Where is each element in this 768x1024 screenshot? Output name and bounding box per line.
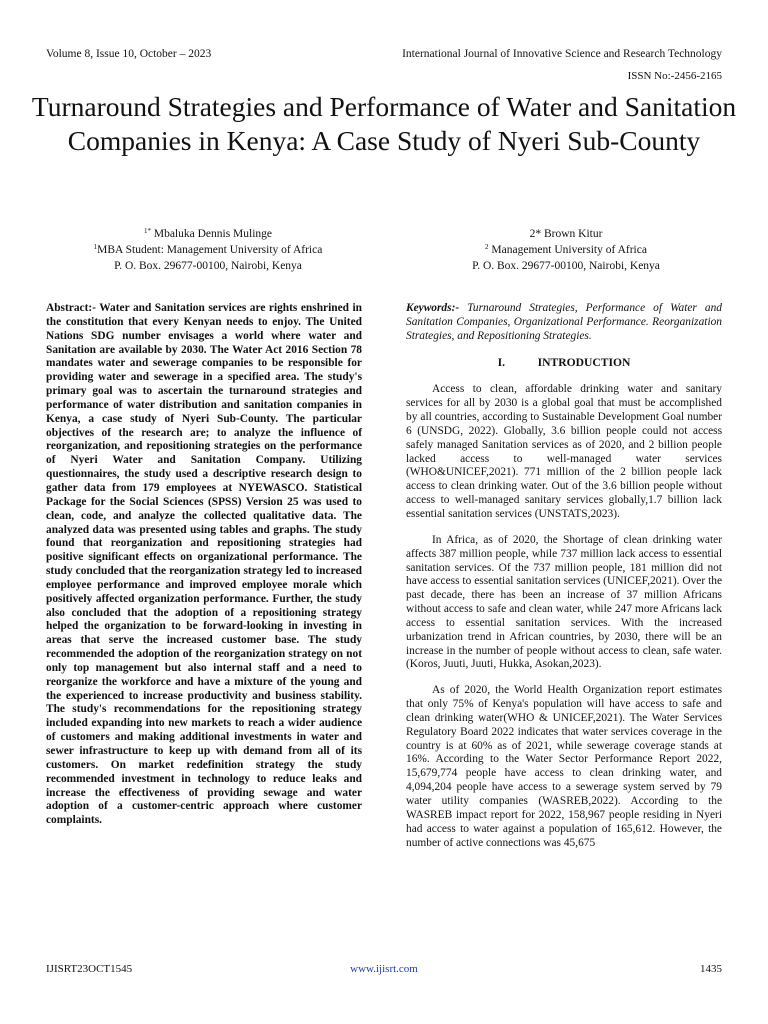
paragraph: Access to clean, affordable drinking water and sanitary services for all by 2030 is a global goal that must be accomplished by all countries, according to Sustainable Development Goal number 6 (UNSDG, 2022). Globally, 3.6 billion people could not access safely managed Sanitation services as of 2020, and 2 billion people lacked access to well-managed water services (WHO&UNICEF,2021). 771 million of the 2 billion people lack access to clean drinking water. Out of the 3.6 billion people without access to well-managed sanitary services globally,1.7 billion lack essential sanitation services (UNSTATS,2023).: [406, 383, 722, 520]
section-title: INTRODUCTION: [537, 355, 631, 369]
author-affiliation: MBA Student: Management University of Africa: [97, 244, 323, 256]
author-address: P. O. Box. 29677-00100, Nairobi, Kenya: [114, 260, 302, 272]
keywords: [406, 302, 722, 344]
page-number: 1435: [700, 963, 722, 975]
paper-title: Turnaround Strategies and Performance of Water and Sanitation Companies in Kenya: A Case Study of Nyeri Sub-County: [31, 91, 737, 156]
journal-name: International Journal of Innovative Science and Research Technology: [402, 48, 722, 60]
author-marker: 1*: [143, 227, 151, 235]
author-affiliation: Management University of Africa: [491, 244, 647, 256]
author-name: Mbaluka Dennis Mulinge: [153, 228, 273, 240]
section-number: I.: [497, 355, 506, 369]
author-name-line: 2* Brown Kitur: [529, 228, 603, 240]
right-column: [406, 302, 722, 862]
author-address: P. O. Box. 29677-00100, Nairobi, Kenya: [472, 260, 660, 272]
author-name-line: [58, 226, 358, 242]
abstract: Abstract:- Water and Sanitation services are rights enshrined in the constitution that every Kenyan needs to enjoy. The United Nations SDG number envisages a world where water and Sanitation are available by 2030. The Water Act 2016 Section 78 mandates water and sewerage companies to be responsible for providing water and sewerage in a specified area. The study's primary goal was to ascertain the turnaround strategies and performance of water distribution and sanitation companies in Kenya, a case study of Nyeri Sub-County. The particular objectives of the research are; to analyze the influence of reorganization, and repositioning strategies on the performance of Nyeri Water and Sanitation Company. Utilizing questionnaires, the study used a descriptive research design to gather data from 179 employees at NYEWASCO. Statistical Package for the Social Sciences (SPSS) Version 25 was used to clean, code, and analyze the collected qualitative data. The analyzed data was presented using tables and graphs. The study found that reorganization and repositioning strategies had positive significant effects on organizational performance. The study concluded that the reorganization strategy led to increased employee performance and improved employee morale which positively affected organization performance. Further, the study also concluded that the adoption of a repositioning strategy helped the organization to be forward-looking in investing in areas that serve the increased customer base. The study recommended the adoption of the reorganization strategy on not only top management but also internal staff and a need to reorganize the workforce and have a mixture of the young and the experienced to increase productivity and business stability. The study's recommendations for the repositioning strategy included expanding into new markets to reach a wider audience of customers and making additional investments in water and sewer infrastructure to keep up with demand from all of its customers. On market redefinition strategy the study recommended investment in technology to reduce leaks and increase the effectiveness of providing sewage and water adoption of a customer-centric approach where customer complaints.: [46, 302, 362, 827]
affiliation-marker: 2: [485, 243, 489, 251]
section-heading: [406, 356, 722, 370]
volume-info: Volume 8, Issue 10, October – 2023: [46, 48, 212, 60]
author-block-1: [58, 226, 358, 274]
left-column: [46, 302, 362, 828]
author-affiliation-line: [416, 242, 716, 258]
paragraph: In Africa, as of 2020, the Shortage of clean drinking water affects 387 million people, while 737 million lack access to essential sanitation services. Of the 737 million people, 181 million did not have access to essential sanitation services (UNICEF,2021). Over the past decade, there has been an increase of 37 million Africans without access to safe and clean water, while 247 more Africans lack access to essential sanitation services. With the increased urbanization trend in African countries, by 2030, there will be an increase in the number of people without access to clean, safe water. (Koros, Juuti, Juuti, Hukka, Asokan,2023).: [406, 533, 722, 671]
keywords-label: Keywords:-: [406, 302, 460, 314]
keywords-text: Turnaround Strategies, Performance of Water and Sanitation Companies, Organizational Performance. Reorganization Strategies, and Repositioning Strategies.: [406, 302, 722, 342]
author-block-2: [416, 226, 716, 274]
issn: ISSN No:-2456-2165: [627, 70, 722, 82]
affiliation-marker: 1: [93, 243, 98, 251]
author-affiliation-line: [58, 242, 358, 258]
paragraph: As of 2020, the World Health Organization report estimates that only 75% of Kenya's population will have access to safe and clean drinking water(WHO & UNICEF,2021). The Water Services Regulatory Board 2022 indicates that water services coverage in the country is at 60% as of 2021, while sewerage coverage stands at 16%. According to the Water Sector Performance Report 2022, 15,679,774 people have access to clean drinking water, and 4,094,204 people have access to a sewerage system served by 79 water utility companies (WASREB,2022). According to the WASREB impact report for 2022, 158,967 people residing in Nyeri had access to water against a population of 165,612. However, the number of active connections was 45,675: [406, 684, 722, 849]
website-link[interactable]: www.ijisrt.com: [350, 963, 418, 975]
paper-code: IJISRT23OCT1545: [46, 963, 133, 975]
